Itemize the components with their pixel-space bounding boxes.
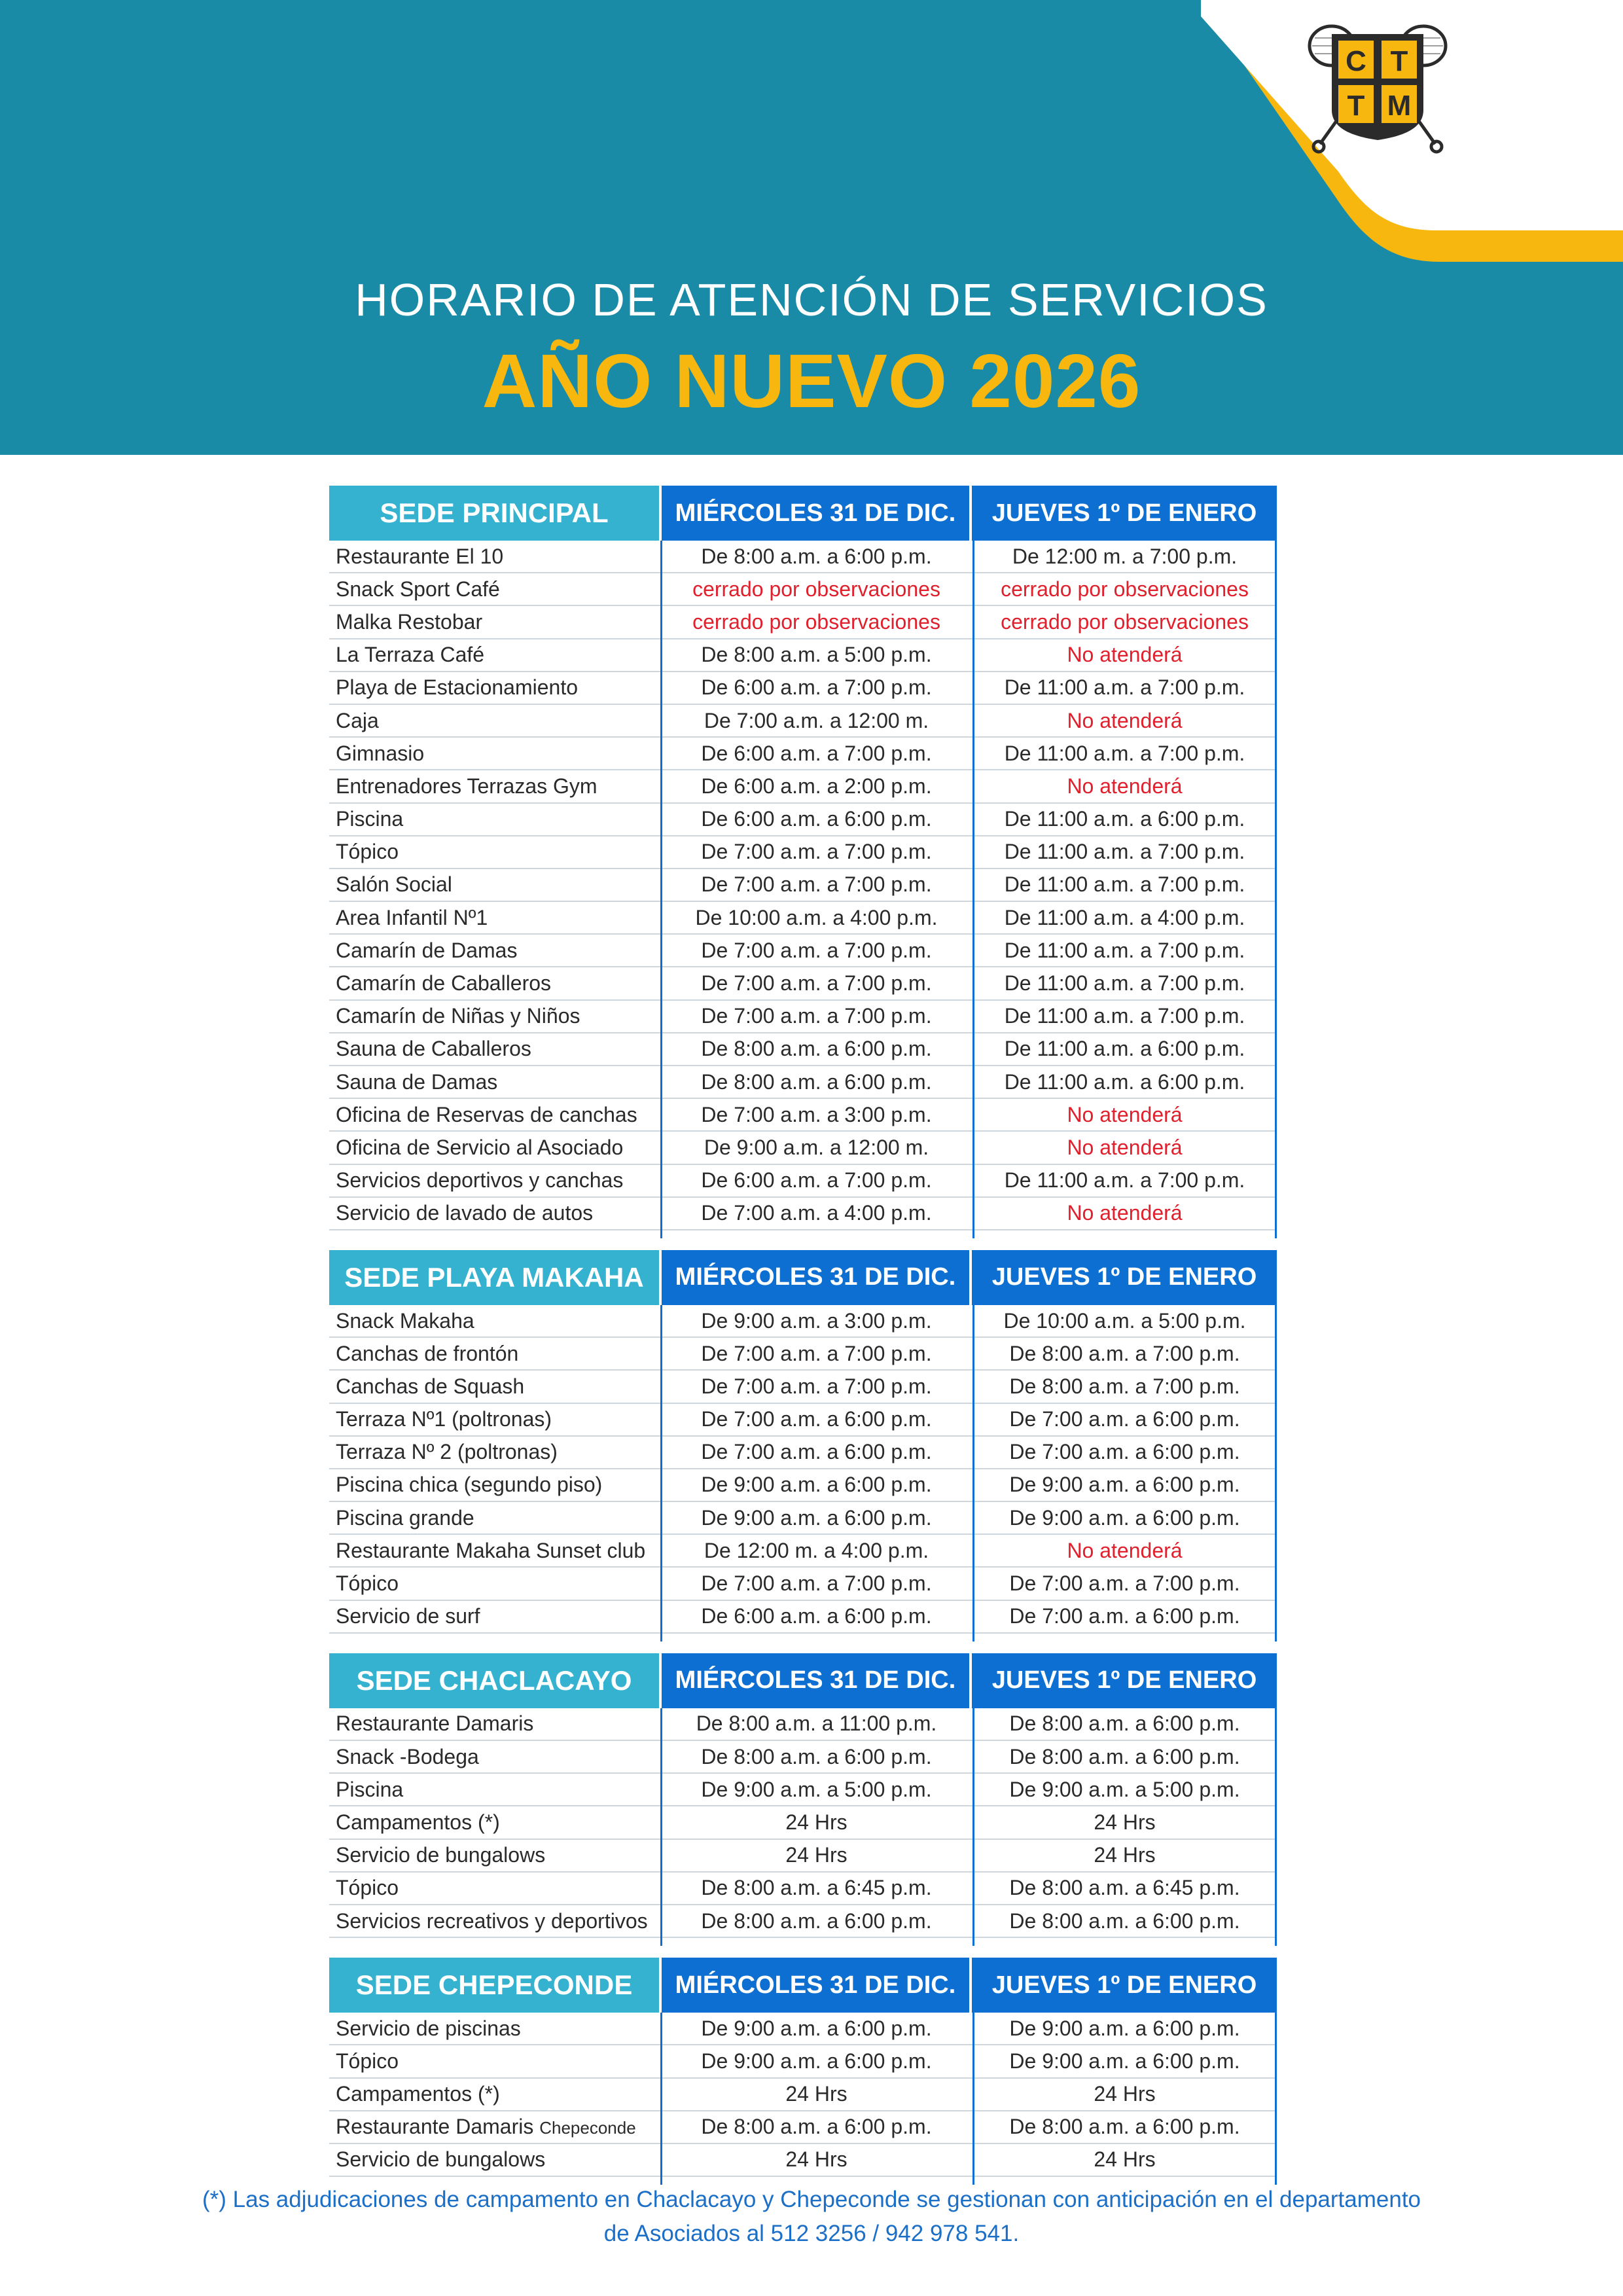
schedule-dec31: 24 Hrs [785, 2147, 847, 2172]
schedule-dec31: De 8:00 a.m. a 6:00 p.m. [701, 1744, 932, 1768]
table-row [329, 1198, 1277, 1230]
schedule-dec31: De 6:00 a.m. a 7:00 p.m. [701, 1168, 932, 1193]
section-header [329, 1653, 1277, 1708]
schedule-dec31: De 8:00 a.m. a 11:00 p.m. [696, 1712, 937, 1736]
table-row [329, 541, 1277, 573]
day-header: MIÉRCOLES 31 DE DIC. [662, 1250, 969, 1305]
service-label: Terraza Nº1 (poltronas) [336, 1407, 552, 1431]
table-row [329, 2045, 1277, 2078]
schedule-jan1: De 11:00 a.m. a 4:00 p.m. [1004, 905, 1245, 929]
schedule-dec31: De 10:00 a.m. a 4:00 p.m. [695, 905, 938, 929]
table-row [329, 1437, 1277, 1469]
schedule-jan1: De 11:00 a.m. a 7:00 p.m. [1004, 938, 1245, 962]
service-label: Camarín de Caballeros [336, 971, 552, 996]
schedule-tables [329, 486, 1277, 2185]
service-label: Tópico [336, 2049, 399, 2073]
table-row [329, 2111, 1277, 2144]
schedule-dec31: De 6:00 a.m. a 7:00 p.m. [701, 675, 932, 700]
table-row [329, 1404, 1277, 1437]
table-row [329, 639, 1277, 672]
schedule-dec31: De 7:00 a.m. a 7:00 p.m. [701, 1374, 932, 1398]
service-name [329, 545, 660, 569]
table-row [329, 606, 1277, 639]
service-name [329, 971, 660, 996]
service-name [329, 1037, 660, 1061]
table-row [329, 836, 1277, 869]
service-name [329, 675, 660, 700]
service-label: Camarín de Niñas y Niños [336, 1004, 580, 1028]
service-label: Piscina [336, 1777, 404, 1801]
schedule-dec31: De 7:00 a.m. a 6:00 p.m. [701, 1440, 932, 1464]
cttm-logo-icon [1306, 18, 1450, 154]
day-header: JUEVES 1º DE ENERO [972, 486, 1277, 541]
schedule-jan1: De 8:00 a.m. a 7:00 p.m. [1009, 1374, 1240, 1398]
service-name [329, 774, 660, 798]
schedule-jan1: No atenderá [1067, 1201, 1183, 1225]
table-row [329, 1601, 1277, 1634]
service-label: Servicio de bungalows [336, 2147, 546, 2172]
section-header [329, 1958, 1277, 2013]
service-name [329, 939, 660, 963]
service-name [329, 1843, 660, 1867]
schedule-dec31: De 12:00 m. a 4:00 p.m. [704, 1538, 929, 1562]
table-row [329, 2079, 1277, 2111]
table-row [329, 1132, 1277, 1164]
service-label: Restaurante Damaris [336, 2115, 534, 2139]
day-header: JUEVES 1º DE ENERO [972, 1958, 1277, 2013]
service-label: Tópico [336, 1876, 399, 1900]
schedule-dec31: De 8:00 a.m. a 5:00 p.m. [701, 643, 932, 667]
schedule-dec31: De 6:00 a.m. a 2:00 p.m. [701, 774, 932, 798]
page-subtitle: AÑO NUEVO 2026 [482, 338, 1141, 423]
service-label: Piscina grande [336, 1505, 474, 1530]
schedule-dec31: 24 Hrs [785, 1843, 847, 1867]
service-name [329, 2017, 660, 2041]
schedule-jan1: De 11:00 a.m. a 7:00 p.m. [1004, 1004, 1245, 1028]
sede-section [329, 1653, 1277, 1946]
table-row [329, 1099, 1277, 1132]
table-row [329, 672, 1277, 705]
sede-section [329, 1958, 1277, 2185]
schedule-dec31: De 7:00 a.m. a 3:00 p.m. [701, 1102, 932, 1126]
service-name [329, 2115, 660, 2139]
service-name [329, 1004, 660, 1028]
schedule-dec31: De 8:00 a.m. a 6:00 p.m. [701, 544, 932, 568]
schedule-jan1: De 11:00 a.m. a 6:00 p.m. [1004, 1037, 1245, 1061]
table-row [329, 1905, 1277, 1938]
schedule-dec31: De 9:00 a.m. a 3:00 p.m. [701, 1308, 932, 1333]
table-row [329, 1338, 1277, 1371]
schedule-dec31: De 9:00 a.m. a 6:00 p.m. [701, 1505, 932, 1530]
schedule-dec31: De 8:00 a.m. a 6:00 p.m. [701, 1909, 932, 1933]
schedule-jan1: De 11:00 a.m. a 7:00 p.m. [1004, 840, 1245, 864]
service-name [329, 2049, 660, 2073]
service-label: Restaurante Damaris [336, 1712, 534, 1736]
day-header: MIÉRCOLES 31 DE DIC. [662, 1653, 969, 1708]
schedule-dec31: De 9:00 a.m. a 12:00 m. [704, 1135, 929, 1159]
schedule-jan1: De 11:00 a.m. a 7:00 p.m. [1004, 1168, 1245, 1193]
schedule-jan1: De 8:00 a.m. a 6:45 p.m. [1009, 1876, 1240, 1900]
schedule-dec31: De 7:00 a.m. a 7:00 p.m. [701, 1004, 932, 1028]
table-row [329, 1873, 1277, 1905]
service-name [329, 1571, 660, 1596]
service-name [329, 1876, 660, 1900]
schedule-dec31: De 8:00 a.m. a 6:00 p.m. [701, 2115, 932, 2139]
schedule-jan1: De 7:00 a.m. a 6:00 p.m. [1009, 1604, 1240, 1628]
service-label: Servicio de bungalows [336, 1843, 546, 1867]
service-name [329, 1342, 660, 1366]
service-label: Piscina [336, 807, 404, 831]
service-name [329, 1810, 660, 1835]
service-label: Servicio de surf [336, 1604, 480, 1628]
service-name [329, 1473, 660, 1497]
sede-section [329, 1250, 1277, 1641]
logo-letter: C [1346, 45, 1366, 77]
service-name [329, 1407, 660, 1431]
service-name [329, 643, 660, 667]
schedule-jan1: cerrado por observaciones [1001, 577, 1249, 601]
schedule-jan1: De 8:00 a.m. a 7:00 p.m. [1009, 1341, 1240, 1365]
table-row [329, 1741, 1277, 1774]
service-name [329, 577, 660, 601]
schedule-jan1: De 9:00 a.m. a 6:00 p.m. [1009, 1473, 1240, 1497]
table-row [329, 2144, 1277, 2177]
service-label: Servicios deportivos y canchas [336, 1168, 624, 1193]
service-sublabel: Chepeconde [539, 2118, 636, 2138]
service-name [329, 1539, 660, 1563]
service-label: Snack Sport Café [336, 577, 500, 601]
service-name [329, 610, 660, 634]
schedule-dec31: 24 Hrs [785, 1810, 847, 1834]
schedule-jan1: De 9:00 a.m. a 6:00 p.m. [1009, 2049, 1240, 2073]
schedule-jan1: De 8:00 a.m. a 6:00 p.m. [1009, 2115, 1240, 2139]
table-row [329, 804, 1277, 836]
schedule-dec31: De 9:00 a.m. a 6:00 p.m. [701, 2016, 932, 2040]
service-name [329, 1909, 660, 1933]
schedule-dec31: De 7:00 a.m. a 7:00 p.m. [701, 971, 932, 996]
schedule-dec31: De 9:00 a.m. a 6:00 p.m. [701, 2049, 932, 2073]
section-header [329, 1250, 1277, 1305]
schedule-jan1: De 9:00 a.m. a 6:00 p.m. [1009, 2016, 1240, 2040]
service-label: Playa de Estacionamiento [336, 675, 578, 700]
table-row [329, 1066, 1277, 1099]
schedule-jan1: De 11:00 a.m. a 6:00 p.m. [1004, 807, 1245, 831]
schedule-jan1: De 11:00 a.m. a 7:00 p.m. [1004, 971, 1245, 996]
schedule-jan1: No atenderá [1067, 774, 1183, 798]
schedule-jan1: No atenderá [1067, 643, 1183, 667]
service-label: Oficina de Servicio al Asociado [336, 1135, 624, 1159]
service-name [329, 1309, 660, 1333]
schedule-dec31: De 7:00 a.m. a 6:00 p.m. [701, 1407, 932, 1431]
service-name [329, 840, 660, 864]
table-row [329, 869, 1277, 902]
schedule-dec31: De 8:00 a.m. a 6:45 p.m. [701, 1876, 932, 1900]
service-name [329, 1103, 660, 1127]
service-label: Campamentos (*) [336, 1810, 500, 1834]
service-name [329, 1506, 660, 1530]
service-label: Gimnasio [336, 741, 425, 765]
service-label: Caja [336, 708, 379, 732]
day-header: JUEVES 1º DE ENERO [972, 1250, 1277, 1305]
schedule-dec31: cerrado por observaciones [692, 577, 940, 601]
schedule-dec31: cerrado por observaciones [692, 609, 940, 634]
footnote-line: (*) Las adjudicaciones de campamento en Chaclacayo y Chepeconde se gestionan con anticipación en el departamento [202, 2187, 1421, 2212]
service-label: Oficina de Reservas de canchas [336, 1102, 637, 1126]
service-name [329, 1440, 660, 1464]
service-label: Sauna de Caballeros [336, 1037, 531, 1061]
footnote-line: de Asociados al 512 3256 / 942 978 541. [603, 2221, 1020, 2246]
table-row [329, 1806, 1277, 1839]
service-label: Restaurante El 10 [336, 544, 504, 568]
service-name [329, 709, 660, 733]
service-label: Entrenadores Terrazas Gym [336, 774, 597, 798]
schedule-jan1: 24 Hrs [1094, 1843, 1156, 1867]
table-row [329, 1305, 1277, 1338]
schedule-dec31: De 7:00 a.m. a 7:00 p.m. [701, 1341, 932, 1365]
service-name [329, 1604, 660, 1628]
schedule-jan1: No atenderá [1067, 1538, 1183, 1562]
service-label: Tópico [336, 1571, 399, 1596]
service-name [329, 1168, 660, 1193]
schedule-jan1: De 9:00 a.m. a 5:00 p.m. [1009, 1777, 1240, 1801]
service-label: Salón Social [336, 872, 452, 897]
footnote [0, 2183, 1623, 2251]
sede-name: SEDE PRINCIPAL [329, 486, 659, 541]
schedule-jan1: De 7:00 a.m. a 6:00 p.m. [1009, 1407, 1240, 1431]
service-name [329, 1136, 660, 1160]
table-row [329, 1165, 1277, 1198]
day-header: MIÉRCOLES 31 DE DIC. [662, 486, 969, 541]
table-row [329, 1033, 1277, 1066]
table-row [329, 573, 1277, 606]
table-row [329, 1001, 1277, 1033]
schedule-jan1: No atenderá [1067, 1135, 1183, 1159]
service-label: Servicio de lavado de autos [336, 1201, 594, 1225]
schedule-jan1: 24 Hrs [1094, 1810, 1156, 1834]
service-name [329, 1712, 660, 1736]
section-header [329, 486, 1277, 541]
service-label: Servicio de piscinas [336, 2016, 521, 2040]
sede-name: SEDE CHEPECONDE [329, 1958, 659, 2013]
table-row [329, 705, 1277, 738]
service-name [329, 807, 660, 831]
service-label: Piscina chica (segundo piso) [336, 1473, 603, 1497]
schedule-jan1: No atenderá [1067, 708, 1183, 732]
schedule-dec31: De 8:00 a.m. a 6:00 p.m. [701, 1069, 932, 1094]
service-label: Terraza Nº 2 (poltronas) [336, 1440, 558, 1464]
service-name [329, 872, 660, 897]
schedule-jan1: No atenderá [1067, 1102, 1183, 1126]
table-row [329, 1708, 1277, 1741]
table-row [329, 1371, 1277, 1403]
table-row [329, 1840, 1277, 1873]
table-row [329, 902, 1277, 935]
service-label: Tópico [336, 840, 399, 864]
schedule-jan1: De 9:00 a.m. a 6:00 p.m. [1009, 1505, 1240, 1530]
schedule-dec31: De 7:00 a.m. a 7:00 p.m. [701, 938, 932, 962]
service-label: Snack -Bodega [336, 1744, 479, 1768]
logo-letter: M [1387, 90, 1412, 122]
table-row [329, 770, 1277, 803]
sede-name: SEDE PLAYA MAKAHA [329, 1250, 659, 1305]
service-name [329, 906, 660, 930]
day-header: JUEVES 1º DE ENERO [972, 1653, 1277, 1708]
table-row [329, 1774, 1277, 1806]
sede-section [329, 486, 1277, 1238]
schedule-jan1: De 10:00 a.m. a 5:00 p.m. [1003, 1308, 1246, 1333]
schedule-dec31: De 6:00 a.m. a 7:00 p.m. [701, 741, 932, 765]
table-row [329, 2013, 1277, 2045]
service-label: Camarín de Damas [336, 938, 518, 962]
schedule-dec31: De 6:00 a.m. a 6:00 p.m. [701, 1604, 932, 1628]
service-label: Restaurante Makaha Sunset club [336, 1538, 646, 1562]
table-row [329, 935, 1277, 967]
table-row [329, 1469, 1277, 1502]
schedule-jan1: 24 Hrs [1094, 2147, 1156, 2172]
sede-name: SEDE CHACLACAYO [329, 1653, 659, 1708]
service-name [329, 1374, 660, 1399]
schedule-jan1: De 11:00 a.m. a 6:00 p.m. [1004, 1069, 1245, 1094]
service-label: Malka Restobar [336, 609, 483, 634]
schedule-dec31: De 7:00 a.m. a 7:00 p.m. [701, 840, 932, 864]
day-header: MIÉRCOLES 31 DE DIC. [662, 1958, 969, 2013]
schedule-jan1: De 11:00 a.m. a 7:00 p.m. [1004, 675, 1245, 700]
service-label: Servicios recreativos y deportivos [336, 1909, 648, 1933]
table-row [329, 1568, 1277, 1600]
schedule-jan1: De 11:00 a.m. a 7:00 p.m. [1004, 741, 1245, 765]
page-title: HORARIO DE ATENCIÓN DE SERVICIOS [355, 274, 1268, 325]
schedule-dec31: 24 Hrs [785, 2082, 847, 2106]
service-name [329, 1201, 660, 1225]
schedule-jan1: De 8:00 a.m. a 6:00 p.m. [1009, 1712, 1240, 1736]
service-label: La Terraza Café [336, 643, 485, 667]
table-row [329, 738, 1277, 770]
service-name [329, 1070, 660, 1094]
schedule-jan1: cerrado por observaciones [1001, 609, 1249, 634]
schedule-dec31: De 7:00 a.m. a 12:00 m. [704, 708, 929, 732]
schedule-dec31: De 7:00 a.m. a 7:00 p.m. [701, 872, 932, 897]
schedule-dec31: De 9:00 a.m. a 6:00 p.m. [701, 1473, 932, 1497]
service-label: Area Infantil Nº1 [336, 905, 488, 929]
service-name [329, 2147, 660, 2172]
service-label: Sauna de Damas [336, 1069, 498, 1094]
service-name [329, 2082, 660, 2106]
service-name [329, 1778, 660, 1802]
service-label: Canchas de frontón [336, 1341, 519, 1365]
schedule-jan1: 24 Hrs [1094, 2082, 1156, 2106]
service-label: Canchas de Squash [336, 1374, 525, 1398]
schedule-dec31: De 9:00 a.m. a 5:00 p.m. [701, 1777, 932, 1801]
schedule-dec31: De 6:00 a.m. a 6:00 p.m. [701, 807, 932, 831]
schedule-jan1: De 8:00 a.m. a 6:00 p.m. [1009, 1744, 1240, 1768]
table-row [329, 1535, 1277, 1568]
service-label: Snack Makaha [336, 1308, 474, 1333]
schedule-jan1: De 7:00 a.m. a 6:00 p.m. [1009, 1440, 1240, 1464]
schedule-jan1: De 8:00 a.m. a 6:00 p.m. [1009, 1909, 1240, 1933]
schedule-dec31: De 8:00 a.m. a 6:00 p.m. [701, 1037, 932, 1061]
logo-letter: T [1390, 45, 1408, 77]
service-label: Campamentos (*) [336, 2082, 500, 2106]
schedule-dec31: De 7:00 a.m. a 4:00 p.m. [701, 1201, 932, 1225]
schedule-dec31: De 7:00 a.m. a 7:00 p.m. [701, 1571, 932, 1596]
table-row [329, 967, 1277, 1000]
schedule-jan1: De 7:00 a.m. a 7:00 p.m. [1009, 1571, 1240, 1596]
schedule-jan1: De 11:00 a.m. a 7:00 p.m. [1004, 872, 1245, 897]
service-name [329, 742, 660, 766]
service-name [329, 1745, 660, 1769]
header-banner [0, 0, 1623, 455]
logo-letter: T [1347, 90, 1365, 122]
schedule-jan1: De 12:00 m. a 7:00 p.m. [1012, 544, 1238, 568]
table-row [329, 1502, 1277, 1535]
